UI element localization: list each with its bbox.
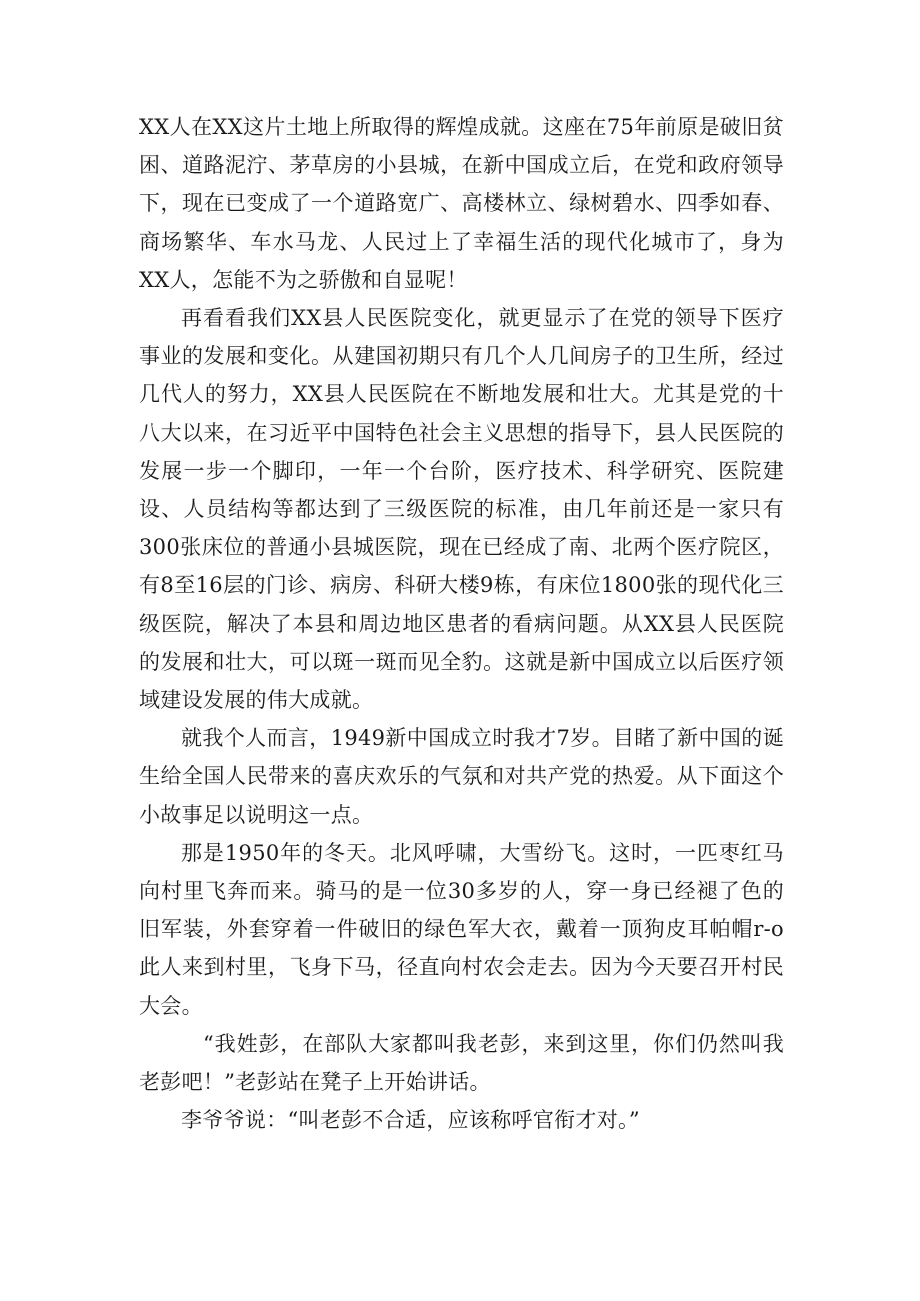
paragraph-6: 李爷爷说：“叫老彭不合适，应该称呼官衔才对。” [181, 1108, 640, 1133]
paragraph-2: 再看看我们XX县人民医院变化，就更显示了在党的领导下医疗事业的发展和变化。从建国初期只有几个人几间房子的卫生所，经过几代人的努力，XX县人民医院在不断地发展和壮大。尤其是党的十八大以来，在习近平中国特色社会主义思想的指导下，县人民医院的发展一步一个脚印，一年一个台阶，医疗技术、科学研究、医院建设、人员结构等都达到了三级医院的标准，由几年前还是一家只有300张床位的普通小县城医院，现在已经成了南、北两个医疗院区，有8至16层的门诊、病房、科研大楼9栋，有床位1800张的现代化三级医院，解决了本县和周边地区患者的看病问题。从XX县人民医院的发展和壮大，可以斑一斑而见全豹。这就是新中国成立以后医疗领域建设发展的伟大成就。 [139, 306, 784, 713]
body-text [139, 108, 784, 1139]
paragraph-4: 那是1950年的冬天。北风呼啸，大雪纷飞。这时，一匹枣红马向村里飞奔而来。骑马的是一位30多岁的人，穿一身已经褪了色的旧军装，外套穿着一件破旧的绿色军大衣，戴着一顶狗皮耳帕帽r-o此人来到村里，飞身下马，径直向村农会走去。因为今天要召开村民大会。 [139, 840, 784, 1018]
paragraph-5: “我姓彭，在部队大家都叫我老彭，来到这里，你们仍然叫我老彭吧！”老彭站在凳子上开始讲话。 [139, 1031, 784, 1095]
paragraph-1: XX人在XX这片土地上所取得的辉煌成就。这座在75年前原是破旧贫困、道路泥泞、茅草房的小县城，在新中国成立后，在党和政府领导下，现在已变成了一个道路宽广、高楼林立、绿树碧水、四季如春、商场繁华、车水马龙、人民过上了幸福生活的现代化城市了，身为XX人，怎能不为之骄傲和自显呢！ [139, 115, 784, 292]
paragraph-3: 就我个人而言，1949新中国成立时我才7岁。目睹了新中国的诞生给全国人民带来的喜庆欢乐的气氛和对共产党的热爱。从下面这个小故事足以说明这一点。 [139, 726, 784, 827]
